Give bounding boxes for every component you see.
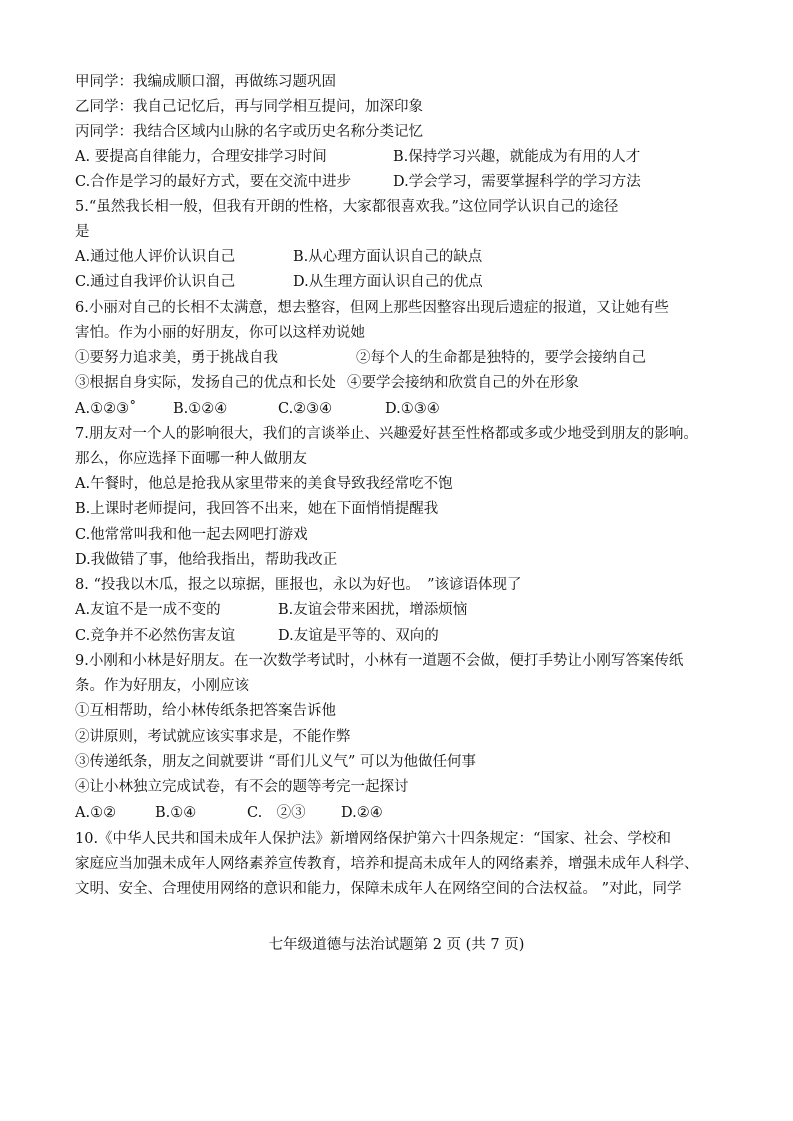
q9-stem-line-2: 条。作为好朋友，小刚应该 (75, 678, 249, 694)
q6-statement-2: ②每个人的生命都是独特的，要学会接纳自己 (356, 350, 646, 366)
q7-option-b: B.上课时老师提问，我回答不出来，她在下面悄悄提醒我 (75, 501, 439, 517)
q4-option-a: A. 要提高自律能力，合理安排学习时间 (75, 149, 327, 165)
q9-statement-4: ④让小林独立完成试卷，有不会的题等考完一起探讨 (75, 779, 409, 795)
q6-option-d: D.①③④ (385, 401, 440, 417)
q7-stem-line-1: 7.朋友对一个人的影响很大，我们的言谈举止、兴趣爱好甚至性格都或多或少地受到朋友的影响。 (75, 426, 698, 442)
q10-stem-line-1: 10.《中华人民共和国未成年人保护法》新增网络保护第六十四条规定：“国家、社会、学校和 (75, 831, 671, 847)
q6-option-b: B.①②④ (173, 401, 228, 417)
q5-stem-line-1: 5.“虽然我长相一般，但我有开朗的性格，大家都很喜欢我。”这位同学认识自己的途径 (75, 199, 619, 215)
q8-option-d: D.友谊是平等的、双向的 (278, 628, 439, 644)
student-jia-method: 甲同学：我编成顺口溜，再做练习题巩固 (75, 74, 336, 90)
q8-option-b: B.友谊会带来困扰，增添烦恼 (278, 602, 468, 618)
q6-option-c: C.②③④ (278, 401, 333, 417)
q8-stem: 8. “投我以木瓜，报之以琼据，匪报也，永以为好也。 ”该谚语体现了 (75, 577, 522, 593)
q10-stem-line-3: 文明、安全、合理使用网络的意识和能力，保障未成年人在网络空间的合法权益。 ”对此，同学 (75, 881, 682, 897)
q4-option-b: B.保持学习兴趣，就能成为有用的人才 (393, 149, 641, 165)
q8-option-c: C.竞争并不必然伤害友谊 (75, 628, 236, 644)
q9-statement-3: ③传递纸条，朋友之间就要讲 “哥们儿义气” 可以为他做任何事 (75, 754, 477, 770)
q7-stem-line-2: 那么，你应选择下面哪一种人做朋友 (75, 451, 307, 467)
q7-option-d: D.我做错了事，他给我指出，帮助我改正 (75, 552, 338, 568)
q6-statement-1: ①要努力追求美，勇于挑战自我 (75, 350, 278, 366)
q9-statement-1: ①互相帮助，给小林传纸条把答案告诉他 (75, 703, 336, 719)
q9-option-d: D.②④ (341, 805, 383, 821)
q7-option-a: A.午餐时，他总是抢我从家里带来的美食导致我经常吃不饱 (75, 476, 453, 492)
q10-stem-line-2: 家庭应当加强未成年人网络素养宣传教育，培养和提高未成年人的网络素养，增强未成年人科学、 (75, 856, 699, 872)
q7-option-c: C.他常常叫我和他一起去网吧打游戏 (75, 527, 308, 543)
q5-option-c: C.通过自我评价认识自己 (75, 274, 236, 290)
q9-option-c: C. ②③ (247, 805, 306, 821)
q5-option-b: B.从心理方面认识自己的缺点 (293, 249, 483, 265)
q9-option-b: B.①④ (155, 805, 197, 821)
q5-option-a: A.通过他人评价认识自己 (75, 249, 236, 265)
q9-statement-2: ②讲原则，考试就应该实事求是，不能作弊 (75, 729, 351, 745)
student-bing-method: 丙同学：我结合区域内山脉的名字或历史名称分类记忆 (75, 124, 423, 140)
q6-option-a: A.①②③˚ (75, 401, 137, 417)
q6-statement-3: ③根据自身实际，发扬自己的优点和长处 (75, 375, 336, 391)
page-footer: 七年级道德与法治试题第 2 页 (共 7 页) (268, 937, 525, 953)
student-yi-method: 乙同学：我自己记忆后，再与同学相互提问，加深印象 (75, 99, 423, 115)
q4-option-c: C.合作是学习的最好方式，要在交流中进步 (75, 174, 352, 190)
q9-stem-line-1: 9.小刚和小林是好朋友。在一次数学考试时，小林有一道题不会做，便打手势让小刚写答案传纸 (75, 653, 684, 669)
q5-stem-line-2: 是 (75, 224, 90, 240)
q6-statement-4: ④要学会接纳和欣赏自己的外在形象 (347, 375, 579, 391)
q9-option-a: A.①② (75, 805, 117, 821)
q6-stem-line-1: 6.小丽对自己的长相不太满意，想去整容，但网上那些因整容出现后遗症的报道，又让她有些 (75, 300, 669, 316)
q4-option-d: D.学会学习，需要掌握科学的学习方法 (393, 174, 641, 190)
q5-option-d: D.从生理方面认识自己的优点 (293, 274, 483, 290)
q6-stem-line-2: 害怕。作为小丽的好朋友，你可以这样劝说她 (75, 325, 365, 341)
q8-option-a: A.友谊不是一成不变的 (75, 602, 221, 618)
